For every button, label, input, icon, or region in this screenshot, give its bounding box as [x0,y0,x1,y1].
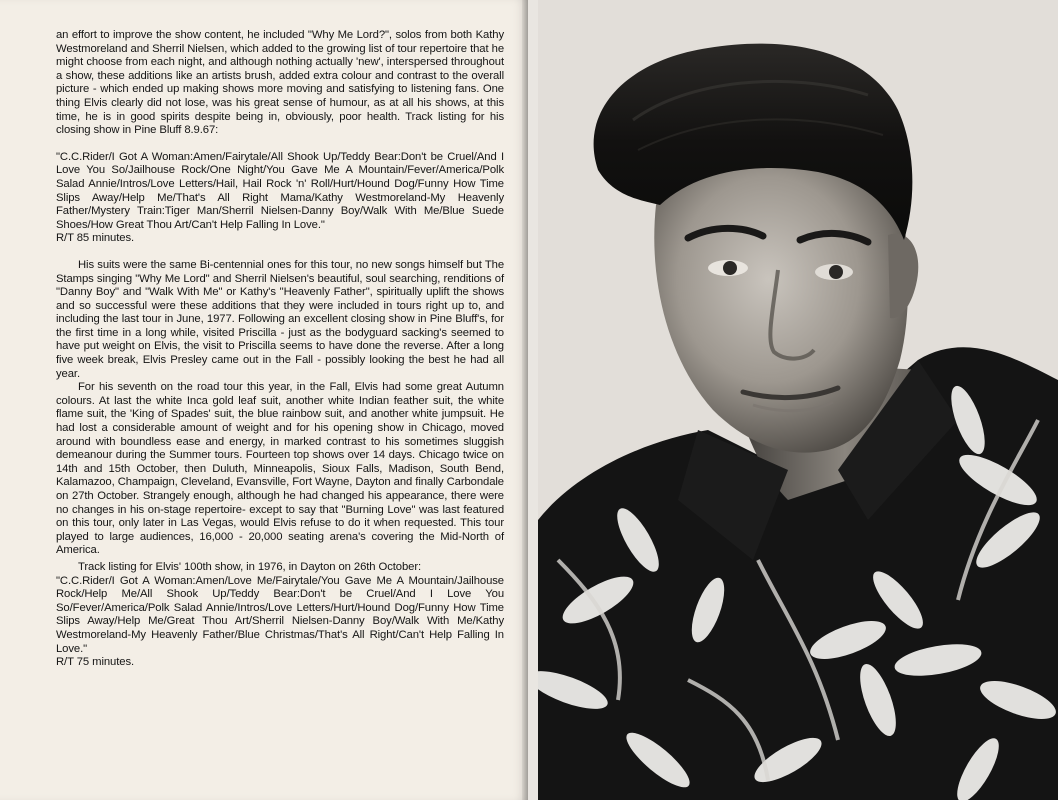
running-time: R/T 75 minutes. [56,656,135,669]
article-paragraph: Track listing for Elvis' 100th show, in 1976, in Dayton on 26th October: [78,560,422,573]
track-listing-pine-bluff: "C.C.Rider/I Got A Woman:Amen/Fairytale/All Shook Up/Teddy Bear:Don't be Cruel/And I Love You So/Jailhouse Rock/One Night/You Gave Me A Mountain/Fever/America/Polk Salad Annie/Intros/Love Letters/Hail, Hail Rock 'n' Roll/Hurt/Hound Dog/Funny How Time Slips Away/Help Me/That's All Right Mama/Kathy Westmoreland-My Heavenly Father/Mystery Train:Tiger Man/Sherril Nielsen-Danny Boy/Walk With Me/Blue Suede Shoes/How Great Thou Art/Can't Help Falling In Love." [56,150,504,231]
article-paragraph: an effort to improve the show content, he included "Why Me Lord?", solos from both Kathy Westmoreland and Sherril Nielsen, which added to the growing list of tour repertoire that he might choose from each night, and although nothing actually 'new', interspersed throughout a show, these additions like an artists brush, added extra colour and contrast to the overall picture - which ended up making shows more moving and satisfying to listening fans. One thing Elvis clearly did not lose, was his great sense of humour, as at all his shows, at this time, he is in good spirits despite being in, obviously, poor health. Track listing for his closing show in Pine Bluff 8.9.67: [56,29,504,137]
track-listing-dayton: "C.C.Rider/I Got A Woman:Amen/Love Me/Fairytale/You Gave Me A Mountain/Jailhouse Rock/Help Me/All Shook Up/Teddy Bear:Don't be Cruel/And I Love You So/Fever/America/Polk Salad Annie/Intros/Love Letters/Hurt/Hound Dog/Funny How Time Slips Away/Help Me/Great Thou Art/Sherril Nielsen-Danny Boy/Walk With Me/Kathy Westmoreland-My Heavenly Father/Blue Christmas/That's All Right/Can't Help Falling In Love." [56,574,504,655]
article-text-column [56,29,504,670]
right-page [528,0,1058,800]
running-time: R/T 85 minutes. [56,232,135,245]
article-paragraph: His suits were the same Bi-centennial ones for this tour, no new songs himself but The Stamps singing "Why Me Lord" and Sherril Nielsen's beautiful, soul searching, renditions of "Danny Boy" and "Walk With Me" or Kathy's "Heavenly Father", spiritually uplift the shows and so successful were these additions that they were included in tours right up to, and including the last tour in June, 1977. Following an excellent closing show in Pine Bluff's, for the first time in a long while, visited Priscilla - just as the bodyguard sacking's seemed to have put weight on Elvis, the visit to Priscilla seems to have done the reverse. After a long five week break, Elvis Presley came out in the Fall - possibly looking the best he had all year. [56,258,504,380]
portrait-photo [538,0,1058,800]
left-page [0,0,528,800]
article-paragraph: For his seventh on the road tour this year, in the Fall, Elvis had some great Autumn colours. At last the white Inca gold leaf suit, another white Indian feather suit, the white flame suit, the 'King of Spades' suit, the blue rainbow suit, and another white jumpsuit. He had lost a considerable amount of weight and for his opening show in Chicago, moved around with boundless ease and energy, in marked contrast to his sometimes sluggish demeanour during the Summer tours. Fourteen top shows over 14 days. Chicago twice on 14th and 15th October, then Duluth, Minneapolis, Sioux Falls, Madison, South Bend, Kalamazoo, Champaign, Cleveland, Evansville, Fort Wayne, Dayton and finally Carbondale on 27th October. Strangely enough, although he had changed his appearance, there were no changes in his on-stage repertoire- except to say that "Burning Love" was last featured on this tour, only later in Las Vegas, would Elvis refuse to do it when requested. This tour played to large audiences, 16,000 - 20,000 seating arena's covering the Mid-North of America. [56,381,504,557]
